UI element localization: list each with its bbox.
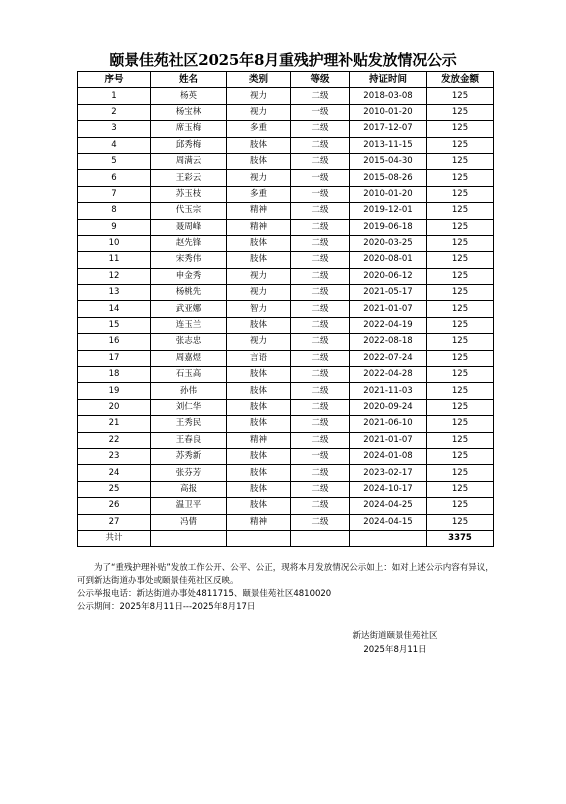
cell-name: 高报 <box>151 481 227 497</box>
cell-level: 二级 <box>291 334 350 350</box>
cell-amount: 125 <box>427 186 494 202</box>
cell-name: 宋秀伟 <box>151 252 227 268</box>
total-amount: 3375 <box>427 530 494 546</box>
cell-cert-date: 2022-04-19 <box>350 317 427 333</box>
cell-category: 肢体 <box>227 317 291 333</box>
table-row <box>78 235 494 251</box>
cell-cert-date: 2015-04-30 <box>350 153 427 169</box>
cell-amount: 125 <box>427 383 494 399</box>
table-row <box>78 514 494 530</box>
cell-level: 二级 <box>291 350 350 366</box>
cell-amount: 125 <box>427 416 494 432</box>
cell-category: 肢体 <box>227 399 291 415</box>
cell-index: 24 <box>78 465 151 481</box>
cell-level: 二级 <box>291 301 350 317</box>
cell-level: 一级 <box>291 170 350 186</box>
cell-category: 言语 <box>227 350 291 366</box>
cell-amount: 125 <box>427 104 494 120</box>
total-empty-cell <box>151 530 227 546</box>
cell-level: 二级 <box>291 498 350 514</box>
cell-level: 二级 <box>291 285 350 301</box>
cell-cert-date: 2022-07-24 <box>350 350 427 366</box>
header-index: 序号 <box>78 72 151 88</box>
table-row <box>78 137 494 153</box>
cell-index: 23 <box>78 448 151 464</box>
header-name: 姓名 <box>151 72 227 88</box>
cell-level: 一级 <box>291 104 350 120</box>
cell-category: 肢体 <box>227 383 291 399</box>
cell-amount: 125 <box>427 285 494 301</box>
total-empty-cell <box>350 530 427 546</box>
cell-amount: 125 <box>427 399 494 415</box>
cell-level: 二级 <box>291 153 350 169</box>
signature-block <box>330 629 460 657</box>
cell-index: 10 <box>78 235 151 251</box>
table-row <box>78 399 494 415</box>
table-row <box>78 465 494 481</box>
cell-index: 2 <box>78 104 151 120</box>
cell-amount: 125 <box>427 137 494 153</box>
cell-cert-date: 2023-02-17 <box>350 465 427 481</box>
cell-level: 二级 <box>291 367 350 383</box>
table-row <box>78 367 494 383</box>
cell-name: 王秀民 <box>151 416 227 432</box>
cell-name: 张芬芳 <box>151 465 227 481</box>
cell-index: 1 <box>78 88 151 104</box>
cell-name: 石玉高 <box>151 367 227 383</box>
cell-cert-date: 2022-08-18 <box>350 334 427 350</box>
table-body <box>78 88 494 531</box>
cell-name: 申金秀 <box>151 268 227 284</box>
table-row <box>78 498 494 514</box>
cell-cert-date: 2010-01-20 <box>350 104 427 120</box>
cell-index: 19 <box>78 383 151 399</box>
cell-cert-date: 2021-01-07 <box>350 301 427 317</box>
cell-cert-date: 2021-06-10 <box>350 416 427 432</box>
cell-amount: 125 <box>427 121 494 137</box>
cell-name: 孙伟 <box>151 383 227 399</box>
signature-date: 2025年8月11日 <box>363 645 427 655</box>
cell-cert-date: 2022-04-28 <box>350 367 427 383</box>
cell-level: 二级 <box>291 416 350 432</box>
cell-name: 杨英 <box>151 88 227 104</box>
cell-level: 二级 <box>291 235 350 251</box>
cell-cert-date: 2019-06-18 <box>350 219 427 235</box>
cell-index: 27 <box>78 514 151 530</box>
cell-category: 视力 <box>227 88 291 104</box>
cell-name: 王彩云 <box>151 170 227 186</box>
cell-level: 二级 <box>291 399 350 415</box>
table-row <box>78 170 494 186</box>
table-row <box>78 252 494 268</box>
cell-amount: 125 <box>427 203 494 219</box>
cell-amount: 125 <box>427 301 494 317</box>
table-row <box>78 432 494 448</box>
cell-category: 肢体 <box>227 481 291 497</box>
cell-index: 17 <box>78 350 151 366</box>
cell-level: 一级 <box>291 186 350 202</box>
cell-cert-date: 2013-11-15 <box>350 137 427 153</box>
cell-index: 26 <box>78 498 151 514</box>
table-row <box>78 104 494 120</box>
table-row <box>78 268 494 284</box>
cell-category: 精神 <box>227 514 291 530</box>
cell-index: 14 <box>78 301 151 317</box>
cell-level: 二级 <box>291 465 350 481</box>
cell-level: 二级 <box>291 383 350 399</box>
cell-category: 精神 <box>227 432 291 448</box>
cell-amount: 125 <box>427 465 494 481</box>
cell-cert-date: 2010-01-20 <box>350 186 427 202</box>
cell-cert-date: 2021-11-03 <box>350 383 427 399</box>
cell-name: 王春良 <box>151 432 227 448</box>
total-empty-cell <box>227 530 291 546</box>
table-row <box>78 317 494 333</box>
cell-category: 精神 <box>227 203 291 219</box>
cell-level: 二级 <box>291 514 350 530</box>
cell-cert-date: 2024-04-15 <box>350 514 427 530</box>
cell-amount: 125 <box>427 334 494 350</box>
table-row <box>78 121 494 137</box>
cell-cert-date: 2019-12-01 <box>350 203 427 219</box>
cell-name: 聂周峰 <box>151 219 227 235</box>
cell-name: 温卫平 <box>151 498 227 514</box>
table-row <box>78 383 494 399</box>
header-level: 等级 <box>291 72 350 88</box>
cell-amount: 125 <box>427 252 494 268</box>
cell-index: 15 <box>78 317 151 333</box>
cell-name: 杨宝林 <box>151 104 227 120</box>
header-category: 类别 <box>227 72 291 88</box>
cell-name: 席玉梅 <box>151 121 227 137</box>
cell-index: 3 <box>78 121 151 137</box>
notice-paragraph: 为了“重残护理补贴”发放工作公开、公平、公正，现将本月发放情况公示如上：如对上述公示内容有异议，可到新达街道办事处或颐景佳苑社区反映。 <box>77 563 494 586</box>
cell-index: 11 <box>78 252 151 268</box>
cell-index: 9 <box>78 219 151 235</box>
table-row <box>78 301 494 317</box>
cell-level: 二级 <box>291 252 350 268</box>
table-row <box>78 88 494 104</box>
cell-name: 周满云 <box>151 153 227 169</box>
cell-name: 杨桃先 <box>151 285 227 301</box>
cell-name: 苏秀新 <box>151 448 227 464</box>
cell-category: 肢体 <box>227 465 291 481</box>
table-row <box>78 448 494 464</box>
cell-amount: 125 <box>427 448 494 464</box>
cell-index: 21 <box>78 416 151 432</box>
cell-category: 视力 <box>227 285 291 301</box>
cell-level: 二级 <box>291 219 350 235</box>
cell-cert-date: 2020-08-01 <box>350 252 427 268</box>
cell-level: 二级 <box>291 481 350 497</box>
cell-name: 苏玉枝 <box>151 186 227 202</box>
cell-level: 二级 <box>291 317 350 333</box>
cell-category: 肢体 <box>227 137 291 153</box>
cell-category: 肢体 <box>227 367 291 383</box>
cell-name: 刘仁华 <box>151 399 227 415</box>
cell-index: 18 <box>78 367 151 383</box>
cell-name: 邱秀梅 <box>151 137 227 153</box>
cell-amount: 125 <box>427 153 494 169</box>
cell-index: 20 <box>78 399 151 415</box>
cell-category: 多重 <box>227 121 291 137</box>
cell-index: 22 <box>78 432 151 448</box>
cell-index: 7 <box>78 186 151 202</box>
cell-cert-date: 2015-08-26 <box>350 170 427 186</box>
cell-cert-date: 2024-10-17 <box>350 481 427 497</box>
table-row <box>78 285 494 301</box>
cell-cert-date: 2021-01-07 <box>350 432 427 448</box>
cell-category: 肢体 <box>227 416 291 432</box>
cell-index: 25 <box>78 481 151 497</box>
cell-level: 一级 <box>291 448 350 464</box>
cell-cert-date: 2020-09-24 <box>350 399 427 415</box>
header-amount: 发放金额 <box>427 72 494 88</box>
cell-cert-date: 2021-05-17 <box>350 285 427 301</box>
cell-level: 二级 <box>291 203 350 219</box>
cell-level: 二级 <box>291 268 350 284</box>
table-header-row <box>78 72 494 88</box>
table-row <box>78 203 494 219</box>
cell-index: 8 <box>78 203 151 219</box>
cell-index: 13 <box>78 285 151 301</box>
cell-amount: 125 <box>427 367 494 383</box>
header-cert-date: 持证时间 <box>350 72 427 88</box>
table-row <box>78 350 494 366</box>
cell-index: 16 <box>78 334 151 350</box>
cell-level: 二级 <box>291 88 350 104</box>
cell-name: 武亚娜 <box>151 301 227 317</box>
total-label: 共计 <box>78 530 151 546</box>
notice-phone-line: 公示举报电话：新达街道办事处4811715、颐景佳苑社区4810020 <box>77 589 332 599</box>
cell-category: 肢体 <box>227 448 291 464</box>
cell-category: 视力 <box>227 334 291 350</box>
table-row <box>78 416 494 432</box>
cell-cert-date: 2024-04-25 <box>350 498 427 514</box>
cell-cert-date: 2020-06-12 <box>350 268 427 284</box>
cell-index: 4 <box>78 137 151 153</box>
cell-amount: 125 <box>427 317 494 333</box>
notice-block <box>77 562 497 614</box>
total-empty-cell <box>291 530 350 546</box>
table-row <box>78 153 494 169</box>
cell-category: 肢体 <box>227 153 291 169</box>
cell-level: 二级 <box>291 137 350 153</box>
cell-name: 赵先锋 <box>151 235 227 251</box>
cell-cert-date: 2020-03-25 <box>350 235 427 251</box>
cell-name: 周嘉煜 <box>151 350 227 366</box>
cell-amount: 125 <box>427 88 494 104</box>
cell-cert-date: 2017-12-07 <box>350 121 427 137</box>
cell-name: 冯倩 <box>151 514 227 530</box>
cell-category: 肢体 <box>227 498 291 514</box>
notice-period-line: 公示期间：2025年8月11日---2025年8月17日 <box>77 602 256 612</box>
cell-cert-date: 2024-01-08 <box>350 448 427 464</box>
cell-amount: 125 <box>427 219 494 235</box>
table-row <box>78 219 494 235</box>
cell-category: 视力 <box>227 104 291 120</box>
total-row <box>78 530 494 546</box>
cell-amount: 125 <box>427 268 494 284</box>
cell-index: 5 <box>78 153 151 169</box>
cell-category: 视力 <box>227 268 291 284</box>
cell-amount: 125 <box>427 514 494 530</box>
subsidy-table <box>77 71 494 547</box>
cell-category: 肢体 <box>227 235 291 251</box>
cell-name: 代玉宗 <box>151 203 227 219</box>
cell-category: 精神 <box>227 219 291 235</box>
cell-level: 二级 <box>291 121 350 137</box>
cell-index: 6 <box>78 170 151 186</box>
cell-amount: 125 <box>427 432 494 448</box>
table-row <box>78 334 494 350</box>
cell-amount: 125 <box>427 350 494 366</box>
signature-org: 新达街道颐景佳苑社区 <box>352 631 438 641</box>
table-row <box>78 481 494 497</box>
cell-category: 多重 <box>227 186 291 202</box>
cell-index: 12 <box>78 268 151 284</box>
page-title: 颐景佳苑社区2025年8月重残护理补贴发放情况公示 <box>109 51 457 69</box>
cell-amount: 125 <box>427 481 494 497</box>
cell-category: 肢体 <box>227 252 291 268</box>
cell-level: 二级 <box>291 432 350 448</box>
cell-name: 张志忠 <box>151 334 227 350</box>
cell-category: 智力 <box>227 301 291 317</box>
cell-amount: 125 <box>427 170 494 186</box>
cell-cert-date: 2018-03-08 <box>350 88 427 104</box>
cell-name: 连玉兰 <box>151 317 227 333</box>
cell-amount: 125 <box>427 498 494 514</box>
cell-amount: 125 <box>427 235 494 251</box>
cell-category: 视力 <box>227 170 291 186</box>
table-row <box>78 186 494 202</box>
